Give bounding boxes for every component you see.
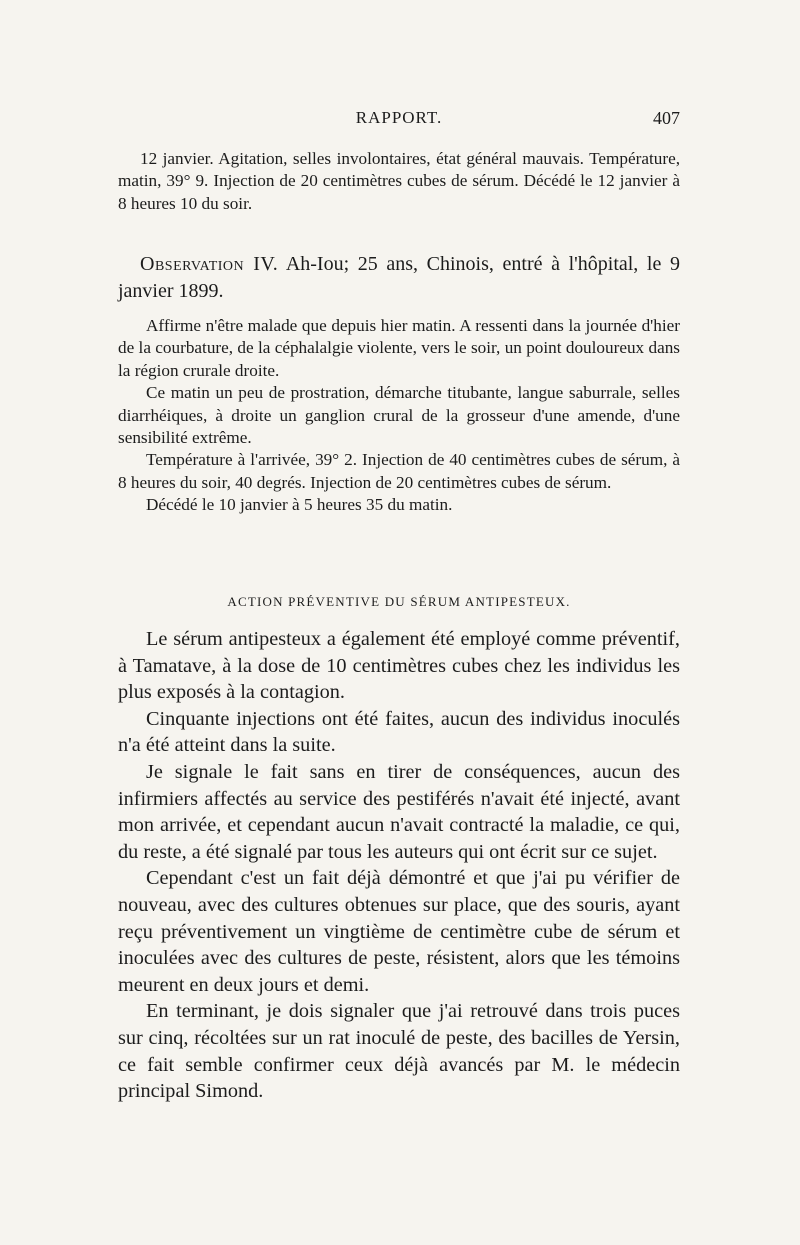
- page-number: 407: [653, 108, 680, 128]
- section-paragraph: Le sérum antipesteux a également été employé comme préventif, à Tamatave, à la dose de 10 centimètres cubes chez les individus les plus exposés à la contagion.: [118, 628, 680, 704]
- running-title: RAPPORT.: [355, 108, 443, 127]
- observation-heading-text: Ah-Iou; 25 ans, Chinois, entré à l'hôpital, le 9 janvier 1899.: [118, 253, 680, 302]
- section-paragraph: En terminant, je dois signaler que j'ai retrouvé dans trois puces sur cinq, récoltées sur un rat inoculé de peste, des bacilles de Yersin, ce fait semble confirmer ceux déjà avancés par M. le médecin principal Simond.: [118, 1000, 680, 1103]
- observation-paragraph: Ce matin un peu de prostration, démarche titubante, langue saburrale, selles diarrhéiques, à droite un ganglion crural de la grosseur d'une amende, d'une sensibilité extrême.: [118, 383, 680, 448]
- previous-case-continuation: 12 janvier. Agitation, selles involontaires, état général mauvais. Température, matin, 39° 9. Injection de 20 centimètres cubes de sérum. Décédé le 12 janvier à 8 heures 10 du soir.: [118, 149, 680, 213]
- section-body: [118, 626, 680, 1105]
- running-head: [118, 108, 680, 134]
- observation-paragraph: Température à l'arrivée, 39° 2. Injection de 40 centimètres cubes de sérum, à 8 heures du soir, 40 degrés. Injection de 20 centimètres cubes de sérum.: [118, 450, 680, 492]
- section-paragraph: Je signale le fait sans en tirer de conséquences, aucun des infirmiers affectés au service des pestiférés n'avait été injecté, avant mon arrivée, et cependant aucun n'avait contracté la maladie, ce qui, du reste, a été signalé par tous les auteurs qui ont écrit sur ce sujet.: [118, 760, 680, 863]
- observation-paragraph: Affirme n'être malade que depuis hier matin. A ressenti dans la journée d'hier de la courbature, de la céphalalgie violente, vers le soir, un point douloureux dans la région crurale droite.: [118, 316, 680, 380]
- observation-heading: [118, 251, 680, 305]
- observation-body: [118, 315, 680, 517]
- observation-paragraph: Décédé le 10 janvier à 5 heures 35 du matin.: [146, 495, 453, 515]
- observation-label: Observation IV.: [140, 253, 279, 275]
- section-paragraph: Cependant c'est un fait déjà démontré et que j'ai pu vérifier de nouveau, avec des cultures obtenues sur place, que des souris, ayant reçu préventivement un vingtième de centimètre cube de sérum et inoculées avec des cultures de peste, résistent, alors que les témoins meurent en deux jours et demi.: [118, 867, 680, 996]
- section-title: ACTION PRÉVENTIVE DU SÉRUM ANTIPESTEUX.: [227, 594, 571, 609]
- section-paragraph: Cinquante injections ont été faites, aucun des individus inoculés n'a été atteint dans la suite.: [118, 707, 680, 757]
